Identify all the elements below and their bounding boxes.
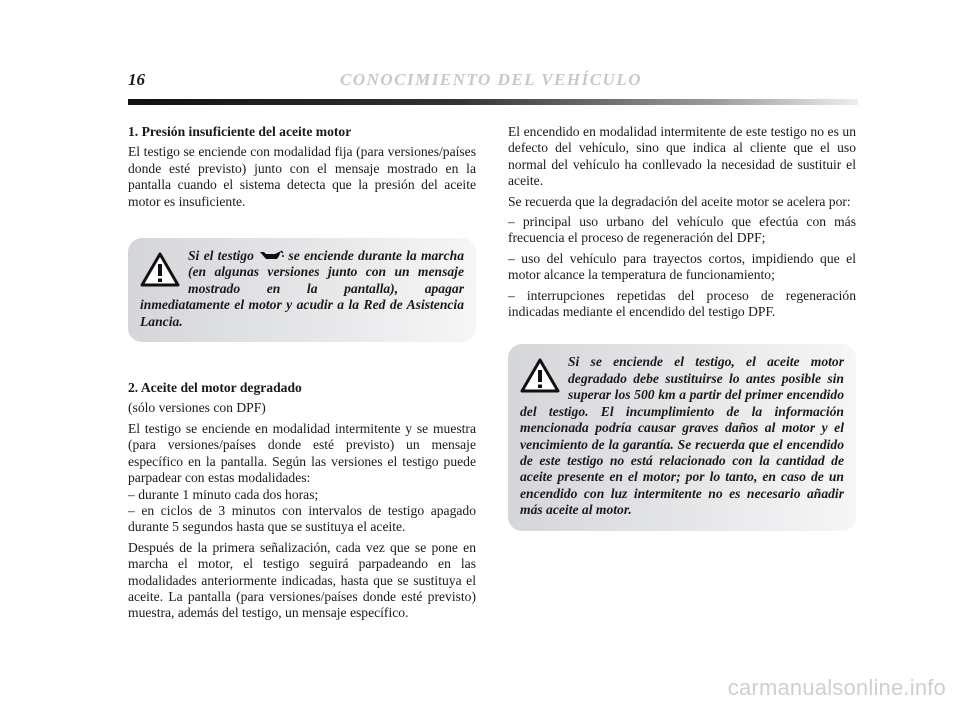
section-2-list-item-1: – durante 1 minuto cada dos horas; bbox=[128, 486, 319, 502]
warning-1-text-end: se enciende durante la marcha (en algunas versiones junto con un mensaje mostrado en la pantalla), apagar inmediatamente el motor y acudir a la Red de Asistencia Lancia. bbox=[140, 248, 464, 329]
right-list-item-3: – interrupciones repetidas del proceso de regeneración indicadas mediante el encendido del testigo DPF. bbox=[508, 287, 856, 320]
right-list-item-2: – uso del vehículo para trayectos cortos, impidiendo que el motor alcance la temperatura de funcionamiento; bbox=[508, 250, 856, 283]
right-column bbox=[508, 124, 856, 531]
running-header: CONOCIMIENTO DEL VEHÍCULO bbox=[340, 70, 642, 89]
warning-box-degraded-oil bbox=[508, 344, 856, 530]
right-list-item-1: – principal uso urbano del vehículo que efectúa con más frecuencia el proceso de regeneración del DPF; bbox=[508, 214, 856, 246]
section-2-subheading: (sólo versiones con DPF) bbox=[128, 400, 266, 416]
warning-triangle-icon bbox=[140, 252, 180, 288]
header-rule bbox=[128, 99, 858, 105]
section-2-list-item-2: – en ciclos de 3 minutos con intervalos de testigo apagado durante 5 segundos hasta que se sustituya el aceite. bbox=[128, 502, 476, 535]
section-1-heading: 1. Presión insuficiente del aceite motor bbox=[128, 124, 352, 139]
warning-1-text bbox=[140, 248, 464, 330]
watermark: carmanualsonline.info bbox=[727, 675, 946, 700]
section-1-paragraph: El testigo se enciende con modalidad fija (para versiones/países donde esté previsto) junto con el mensaje mostrado en la pantalla cuando el sistema detecta que la presión del aceite motor es insuficiente. bbox=[128, 144, 476, 209]
page-number: 16 bbox=[128, 70, 145, 89]
section-2-paragraph-1: El testigo se enciende en modalidad intermitente y se muestra (para versiones/países donde esté previsto) un mensaje específico en la pantalla. Según las versiones el testigo puede parpadear con estas modalidades: bbox=[128, 420, 476, 486]
warning-1-text-start: Si el testigo bbox=[188, 248, 254, 264]
oil-can-icon bbox=[258, 249, 284, 261]
right-paragraph-1: El encendido en modalidad intermitente de este testigo no es un defecto del vehículo, sino que indica al cliente que el uso normal del vehículo ha conllevado la necesidad de sustituir el aceite. bbox=[508, 124, 856, 189]
warning-2-text: Si se enciende el testigo, el aceite motor degradado debe sustituirse lo antes posible sin superar los 500 km a partir del primer encendido del testigo. El incumplimiento de la información mencionada podría causar graves daños al motor y el vencimiento de la garantía. Se recuerda que el encendido de este testigo no está relacionado con la cantidad de aceite presente en el motor; por lo tanto, en caso de un encendido con luz intermitente no es necesario añadir más aceite al motor. bbox=[520, 354, 844, 518]
warning-box-oil-pressure bbox=[128, 238, 476, 342]
section-2-paragraph-2: Después de la primera señalización, cada vez que se pone en marcha el motor, el testigo seguirá parpadeando en las modalidades anteriormente indicadas, hasta que se sustituya el aceite. La pantalla (para versiones/países donde esté previsto) muestra, además del testigo, un mensaje específico. bbox=[128, 539, 476, 621]
left-column bbox=[128, 124, 476, 626]
section-2-heading: 2. Aceite del motor degradado bbox=[128, 380, 302, 396]
right-paragraph-2: Se recuerda que la degradación del aceite motor se acelera por: bbox=[508, 193, 851, 209]
warning-triangle-icon bbox=[520, 358, 560, 394]
